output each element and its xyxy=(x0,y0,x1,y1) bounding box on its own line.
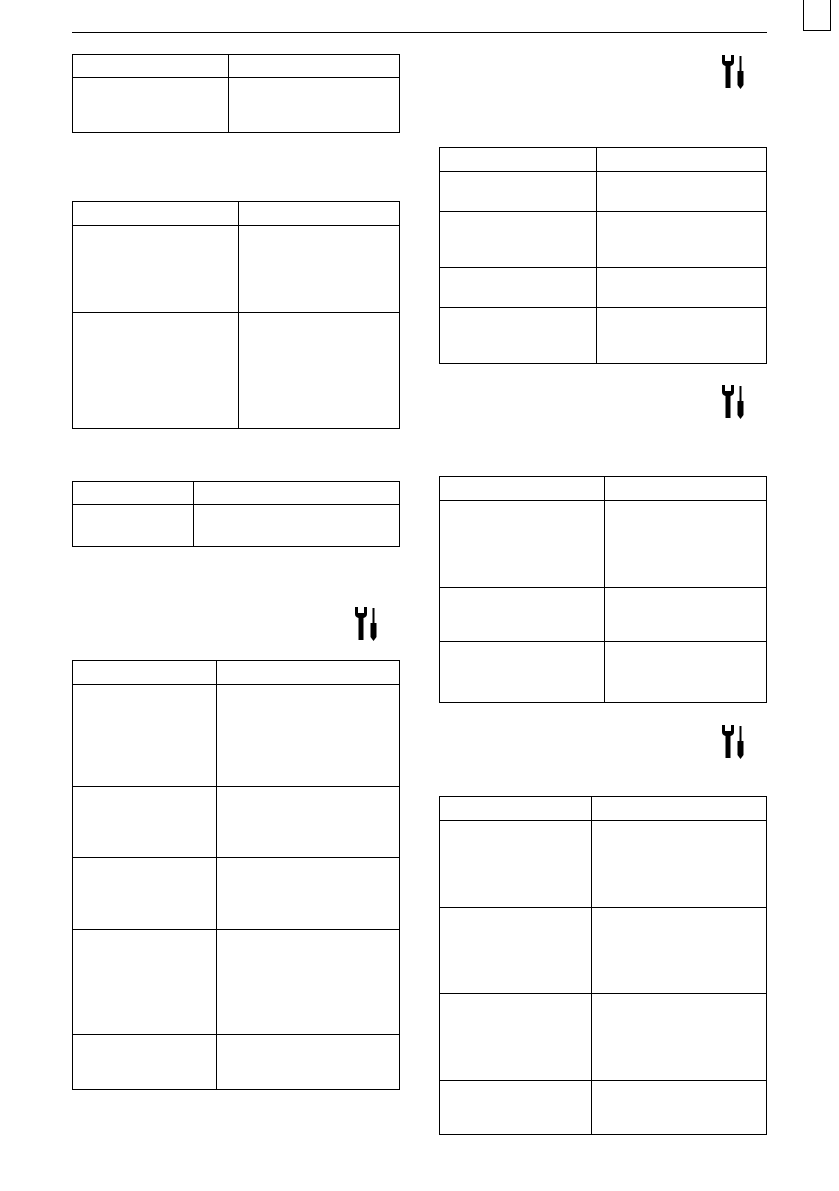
table-cell xyxy=(239,226,400,313)
left-table-2 xyxy=(72,201,400,429)
right-table-1 xyxy=(439,147,767,364)
table-header-row xyxy=(73,661,400,685)
table-row xyxy=(440,308,767,364)
table-cell xyxy=(591,1081,766,1135)
table-cell xyxy=(216,787,399,858)
table-cell xyxy=(73,313,239,429)
table-header-cell xyxy=(591,797,766,821)
table-cell xyxy=(440,588,605,642)
page-edge-tab xyxy=(803,0,831,31)
tools-wrench-screwdriver-icon xyxy=(719,384,749,420)
table-header-cell xyxy=(440,477,605,501)
table-header-cell xyxy=(239,202,400,226)
table-cell xyxy=(73,1035,217,1090)
table-cell xyxy=(216,858,399,930)
table-row xyxy=(73,313,400,429)
table-header-row xyxy=(440,797,767,821)
table-cell xyxy=(440,994,592,1081)
table-cell xyxy=(228,78,399,133)
table-header-cell xyxy=(73,202,239,226)
table-cell xyxy=(239,313,400,429)
table-cell xyxy=(591,908,766,994)
table-cell xyxy=(440,642,605,703)
right-table-2 xyxy=(439,476,767,703)
table-row xyxy=(440,501,767,588)
tools-wrench-screwdriver-icon xyxy=(352,606,382,642)
table-header-row xyxy=(73,482,400,505)
table-cell xyxy=(596,268,766,308)
table-header-row xyxy=(73,55,400,78)
table-cell xyxy=(73,685,217,787)
table-cell xyxy=(440,172,597,212)
table-cell xyxy=(193,505,399,547)
table-cell xyxy=(440,501,605,588)
left-table-1 xyxy=(72,54,400,133)
table-header-cell xyxy=(73,482,194,505)
table-row xyxy=(440,908,767,994)
table-header-cell xyxy=(605,477,767,501)
table-row xyxy=(73,505,400,547)
table-header-row xyxy=(73,202,400,226)
table-cell xyxy=(73,226,239,313)
table-cell xyxy=(605,501,767,588)
table-cell xyxy=(73,787,217,858)
table-row xyxy=(73,685,400,787)
table-cell xyxy=(596,212,766,268)
table-row xyxy=(440,212,767,268)
table-row xyxy=(440,268,767,308)
table-row xyxy=(440,994,767,1081)
table-cell xyxy=(596,308,766,364)
table-cell xyxy=(73,858,217,930)
table-cell xyxy=(216,685,399,787)
table-row xyxy=(73,930,400,1035)
table-cell xyxy=(440,308,597,364)
table-row xyxy=(73,858,400,930)
table-cell xyxy=(440,212,597,268)
table-cell xyxy=(440,908,592,994)
table-cell xyxy=(440,1081,592,1135)
table-cell xyxy=(216,1035,399,1090)
table-cell xyxy=(596,172,766,212)
table-cell xyxy=(591,994,766,1081)
left-table-3 xyxy=(72,481,400,547)
table-header-cell xyxy=(73,55,229,78)
tools-wrench-screwdriver-icon xyxy=(719,724,749,760)
header-rule xyxy=(72,32,767,33)
table-cell xyxy=(591,821,766,908)
table-header-cell xyxy=(216,661,399,685)
table-row xyxy=(440,1081,767,1135)
table-header-cell xyxy=(440,148,597,172)
table-cell xyxy=(73,930,217,1035)
table-cell xyxy=(73,505,194,547)
table-header-row xyxy=(440,477,767,501)
table-cell xyxy=(216,930,399,1035)
table-row xyxy=(440,588,767,642)
table-header-cell xyxy=(596,148,766,172)
table-row xyxy=(73,78,400,133)
table-header-cell xyxy=(193,482,399,505)
table-cell xyxy=(440,821,592,908)
table-cell xyxy=(73,78,229,133)
table-cell xyxy=(605,642,767,703)
table-cell xyxy=(605,588,767,642)
table-header-row xyxy=(440,148,767,172)
table-row xyxy=(73,226,400,313)
table-cell xyxy=(440,268,597,308)
table-row xyxy=(73,787,400,858)
table-row xyxy=(73,1035,400,1090)
left-table-4 xyxy=(72,660,400,1090)
table-row xyxy=(440,642,767,703)
table-row xyxy=(440,821,767,908)
tools-wrench-screwdriver-icon xyxy=(719,54,749,90)
table-header-cell xyxy=(228,55,399,78)
table-row xyxy=(440,172,767,212)
table-header-cell xyxy=(440,797,592,821)
table-header-cell xyxy=(73,661,217,685)
right-table-3 xyxy=(439,796,767,1135)
